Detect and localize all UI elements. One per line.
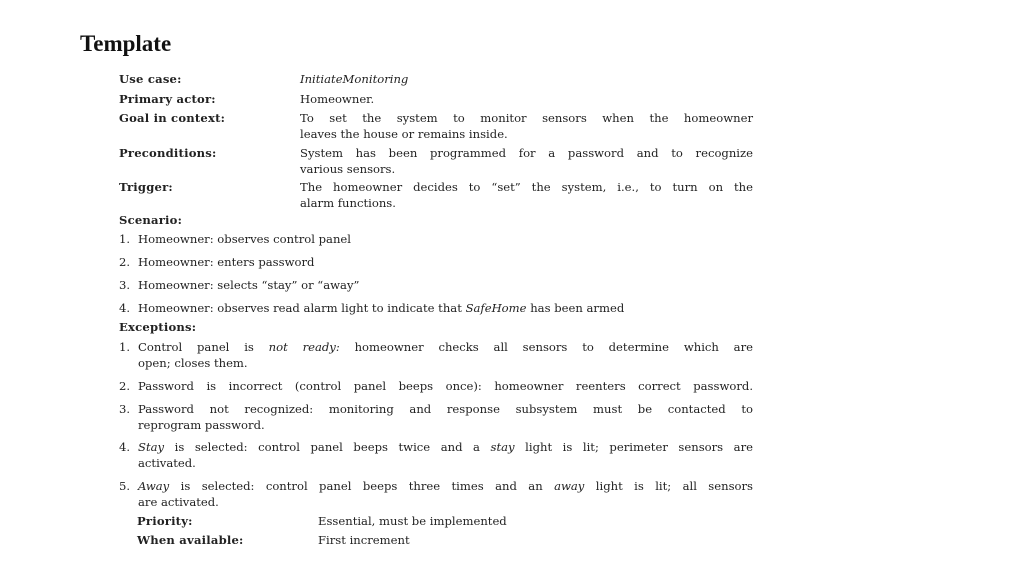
step-text-part: Homeowner: observes read alarm light to indicate that [138, 301, 466, 315]
exception-text-part: light is lit; all sensors [584, 479, 753, 493]
exception-text-part: light is lit; perimeter sensors are [514, 440, 753, 454]
field-value-line2: leaves the house or remains inside. [300, 127, 508, 141]
field-value: First increment [318, 533, 410, 547]
exception-text-line2: activated. [138, 456, 196, 470]
exception-text-line1 [138, 479, 753, 494]
field-value-line1: To set the system to monitor sensors when the homeowner [300, 111, 753, 125]
step-text [138, 301, 753, 316]
field-label: Preconditions: [119, 146, 217, 160]
step-text: Homeowner: selects “stay” or “away” [138, 278, 360, 292]
exception-text-emphasis: Stay [138, 440, 165, 454]
scenario-heading: Scenario: [119, 213, 183, 227]
step-text-emphasis: SafeHome [465, 301, 527, 315]
exception-text-emphasis: Away [138, 479, 170, 493]
step-number: 2. [119, 255, 131, 269]
exceptions-heading: Exceptions: [119, 320, 197, 334]
step-text-part: has been armed [526, 301, 625, 315]
exception-text-line1: Password not recognized: monitoring and response subsystem must be contacted to [138, 402, 753, 416]
step-number: 3. [119, 278, 131, 292]
step-number: 1. [119, 232, 131, 246]
exception-text-line2: reprogram password. [138, 418, 265, 432]
exception-text-part: is selected: control panel beeps three times and an [169, 479, 555, 493]
exception-text-emphasis: stay [490, 440, 515, 454]
field-value: Essential, must be implemented [318, 514, 507, 528]
exception-text-line1 [138, 440, 753, 455]
exception-number: 5. [119, 479, 131, 493]
exception-number: 2. [119, 379, 131, 393]
field-label: Trigger: [119, 180, 173, 194]
slide-title: Template [80, 31, 172, 56]
step-text: Homeowner: observes control panel [138, 232, 351, 246]
field-value-line1: System has been programmed for a password and to recognize [300, 146, 753, 160]
field-value: InitiateMonitoring [300, 72, 409, 86]
step-text: Homeowner: enters password [138, 255, 315, 269]
field-label: Goal in context: [119, 111, 226, 125]
field-value-line2: alarm functions. [300, 196, 396, 210]
field-label: Primary actor: [119, 92, 216, 106]
field-value-line1: The homeowner decides to “set” the system, i.e., to turn on the [300, 180, 753, 194]
exception-number: 4. [119, 440, 131, 454]
step-number: 4. [119, 301, 131, 315]
exception-text-line1 [138, 340, 753, 355]
exception-text-part: Control panel is [138, 340, 269, 354]
exception-text: Password is incorrect (control panel beeps once): homeowner reenters correct password. [138, 379, 753, 393]
field-label: When available: [137, 533, 244, 547]
exception-text-part: is selected: control panel beeps twice and a [164, 440, 491, 454]
field-label: Priority: [137, 514, 193, 528]
exception-text-line2: are activated. [138, 495, 219, 509]
exception-number: 3. [119, 402, 131, 416]
field-label: Use case: [119, 72, 182, 86]
exception-text-part: homeowner checks all sensors to determine which are [339, 340, 753, 354]
exception-text-emphasis: not ready: [268, 340, 340, 354]
exception-text-line2: open; closes them. [138, 356, 248, 370]
field-value: Homeowner. [300, 92, 375, 106]
exception-number: 1. [119, 340, 131, 354]
field-value-line2: various sensors. [300, 162, 396, 176]
exception-text-emphasis: away [554, 479, 585, 493]
